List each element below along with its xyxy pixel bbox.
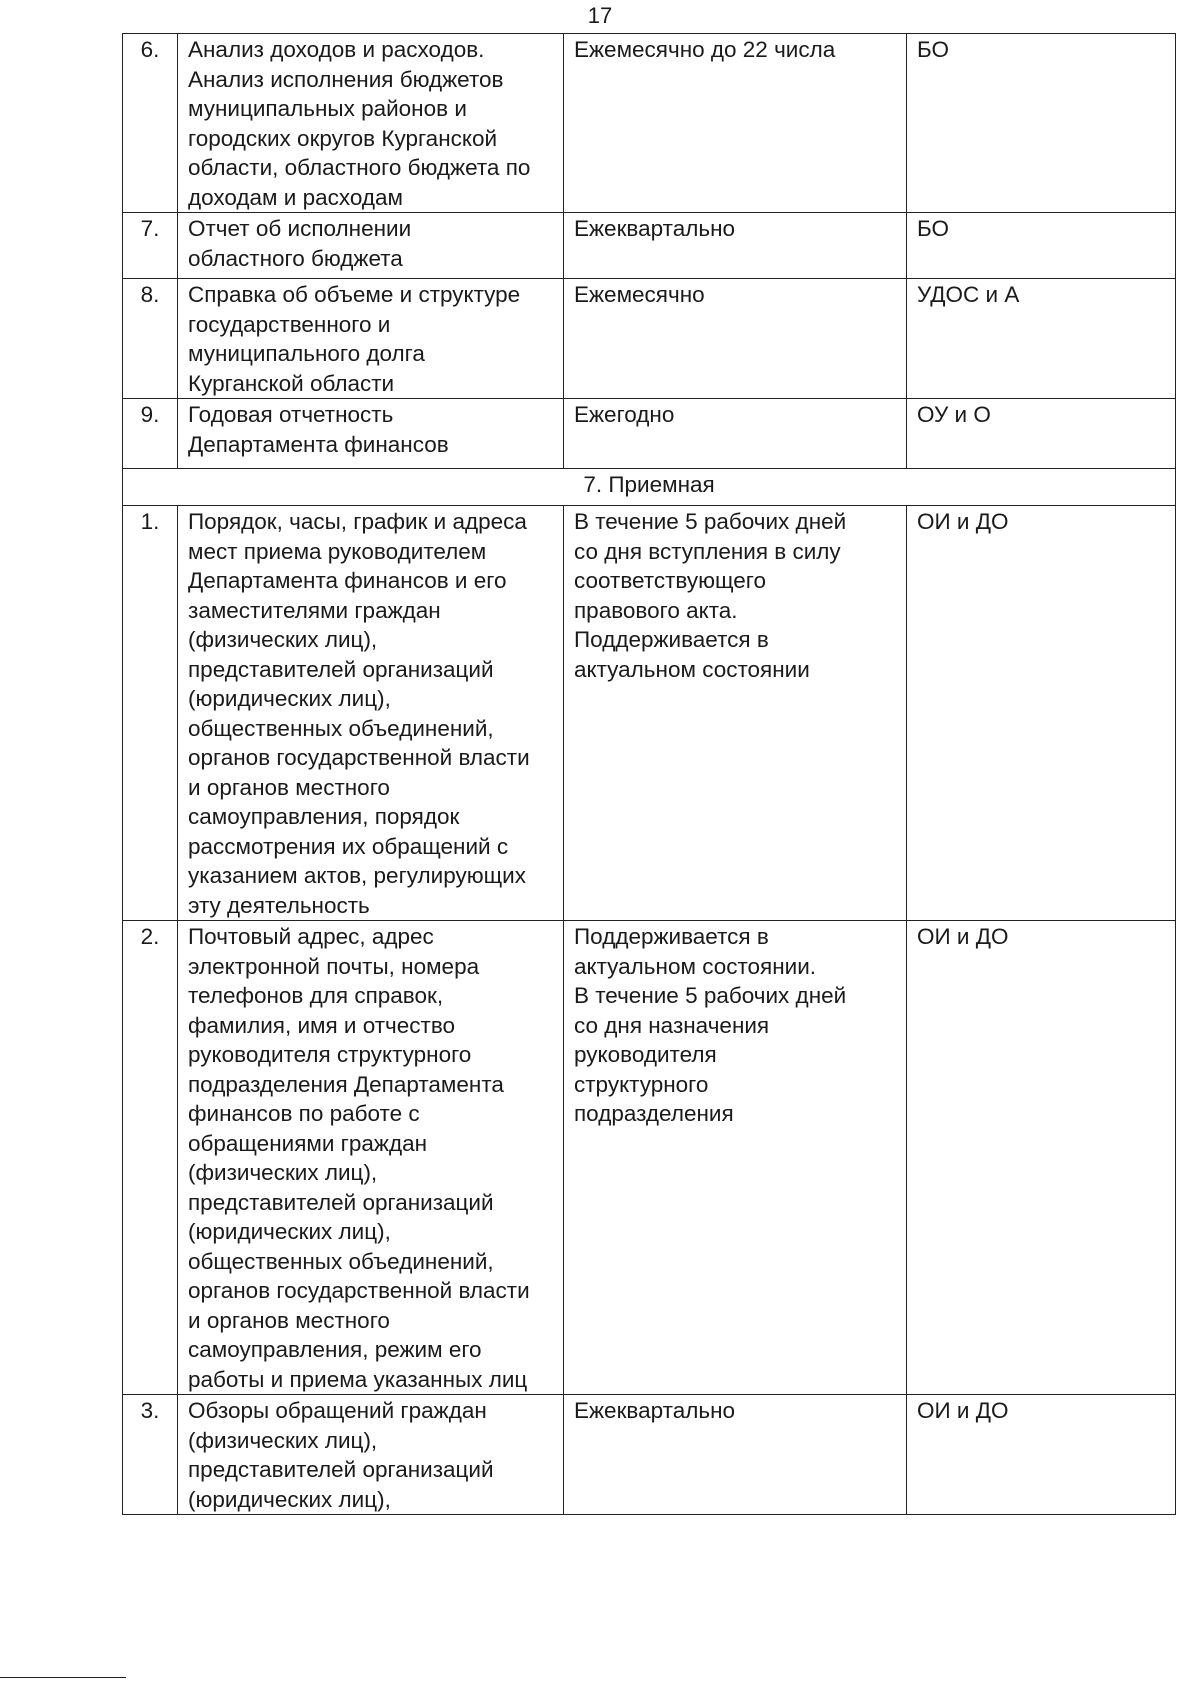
row-period — [564, 279, 907, 399]
row-description — [178, 506, 564, 921]
description-line: Отчет об исполнении — [188, 216, 412, 241]
description-line: и органов местного — [188, 1307, 390, 1333]
table-row — [123, 921, 1176, 1395]
description-line: (юридических лиц), — [188, 1219, 391, 1244]
description-line: государственного и — [188, 311, 391, 337]
description-line: самоуправления, порядок — [188, 804, 460, 829]
description-line: эту деятельность — [188, 892, 370, 918]
row-period — [564, 213, 907, 279]
row-number: 1. — [123, 506, 178, 921]
description-line: фамилия, имя и отчество — [188, 1012, 456, 1038]
description-line: финансов по работе с — [188, 1101, 420, 1126]
table-row — [123, 279, 1176, 399]
period-line: В течение 5 рабочих дней — [574, 509, 847, 534]
section-title: 7. Приемная — [123, 469, 1176, 506]
table-row — [123, 399, 1176, 469]
description-line: самоуправления, режим его — [188, 1337, 482, 1362]
description-line: Порядок, часы, график и адреса — [188, 509, 527, 534]
description-line: (физических лиц), — [188, 1160, 378, 1185]
table-row — [123, 213, 1176, 279]
row-number: 9. — [123, 399, 178, 469]
section-header-row — [123, 469, 1176, 506]
row-period — [564, 506, 907, 921]
period-line: Ежемесячно — [574, 282, 705, 307]
document-table — [122, 33, 1176, 1515]
row-period — [564, 1395, 907, 1515]
period-line: со дня назначения — [574, 1012, 770, 1038]
description-line: работы и приема указанных лиц — [188, 1366, 528, 1392]
row-description — [178, 34, 564, 213]
row-responsible: ОИ и ДО — [907, 1395, 1176, 1515]
row-number: 8. — [123, 279, 178, 399]
row-responsible: БО — [907, 213, 1176, 279]
description-line: Курганской области — [188, 370, 395, 396]
row-description — [178, 213, 564, 279]
table-row — [123, 506, 1176, 921]
description-line: представителей организаций — [188, 656, 494, 682]
description-line: руководителя структурного — [188, 1042, 472, 1067]
period-line: Поддерживается в — [574, 627, 769, 652]
row-period — [564, 34, 907, 213]
description-line: общественных объединений, — [188, 1248, 494, 1274]
description-line: (юридических лиц), — [188, 1486, 391, 1512]
table-row — [123, 34, 1176, 213]
row-period — [564, 399, 907, 469]
period-line: актуальном состоянии — [574, 656, 810, 682]
description-line: и органов местного — [188, 774, 390, 800]
row-responsible: УДОС и А — [907, 279, 1176, 399]
period-line: Ежеквартально — [574, 216, 736, 241]
row-description — [178, 279, 564, 399]
description-line: Департамента финансов и его — [188, 568, 507, 593]
row-number: 6. — [123, 34, 178, 213]
row-responsible: ОИ и ДО — [907, 921, 1176, 1395]
description-line: органов государственной власти — [188, 1278, 530, 1303]
row-number: 7. — [123, 213, 178, 279]
row-description — [178, 399, 564, 469]
row-responsible: ОУ и О — [907, 399, 1176, 469]
page-number: 17 — [587, 3, 613, 28]
description-line: областного бюджета — [188, 245, 403, 271]
row-period — [564, 921, 907, 1395]
description-line: общественных объединений, — [188, 715, 494, 741]
description-line: Анализ доходов и расходов. — [188, 37, 485, 62]
description-line: заместителями граждан — [188, 597, 441, 623]
description-line: представителей организаций — [188, 1457, 494, 1482]
description-line: городских округов Курганской — [188, 125, 498, 151]
row-number: 2. — [123, 921, 178, 1395]
description-line: доходам и расходам — [188, 184, 403, 210]
period-line: Поддерживается в — [574, 924, 769, 949]
description-line: (физических лиц), — [188, 1427, 378, 1453]
description-line: органов государственной власти — [188, 745, 530, 770]
period-line: руководителя — [574, 1042, 717, 1067]
period-line: актуальном состоянии. — [574, 953, 817, 979]
row-responsible: ОИ и ДО — [907, 506, 1176, 921]
description-line: Департамента финансов — [188, 431, 449, 457]
period-line: соответствующего — [574, 568, 766, 593]
description-line: телефонов для справок, — [188, 983, 444, 1008]
period-line: В течение 5 рабочих дней — [574, 983, 847, 1008]
period-line: Ежеквартально — [574, 1398, 736, 1423]
table-body — [123, 34, 1176, 1515]
description-line: Годовая отчетность — [188, 402, 394, 427]
row-description — [178, 1395, 564, 1515]
description-line: (физических лиц), — [188, 627, 378, 652]
period-line: Ежемесячно до 22 числа — [574, 37, 836, 62]
period-line: подразделения — [574, 1101, 734, 1126]
description-line: Анализ исполнения бюджетов — [188, 66, 504, 92]
description-line: указанием актов, регулирующих — [188, 863, 526, 888]
row-number: 3. — [123, 1395, 178, 1515]
description-line: (юридических лиц), — [188, 686, 391, 711]
description-line: Обзоры обращений граждан — [188, 1398, 487, 1423]
period-line: правового акта. — [574, 597, 738, 623]
period-line: со дня вступления в силу — [574, 538, 841, 564]
description-line: обращениями граждан — [188, 1130, 428, 1156]
description-line: муниципальных районов и — [188, 96, 467, 121]
description-line: области, областного бюджета по — [188, 155, 531, 180]
description-line: муниципального долга — [188, 341, 425, 366]
description-line: подразделения Департамента — [188, 1071, 504, 1097]
description-line: рассмотрения их обращений с — [188, 833, 509, 859]
period-line: структурного — [574, 1071, 709, 1097]
footnote-rule — [0, 1677, 126, 1678]
description-line: Справка об объеме и структуре — [188, 282, 521, 307]
description-line: мест приема руководителем — [188, 538, 487, 564]
row-description — [178, 921, 564, 1395]
description-line: представителей организаций — [188, 1189, 494, 1215]
description-line: Почтовый адрес, адрес — [188, 924, 434, 949]
period-line: Ежегодно — [574, 402, 675, 427]
table-row — [123, 1395, 1176, 1515]
row-responsible: БО — [907, 34, 1176, 213]
description-line: электронной почты, номера — [188, 953, 480, 979]
